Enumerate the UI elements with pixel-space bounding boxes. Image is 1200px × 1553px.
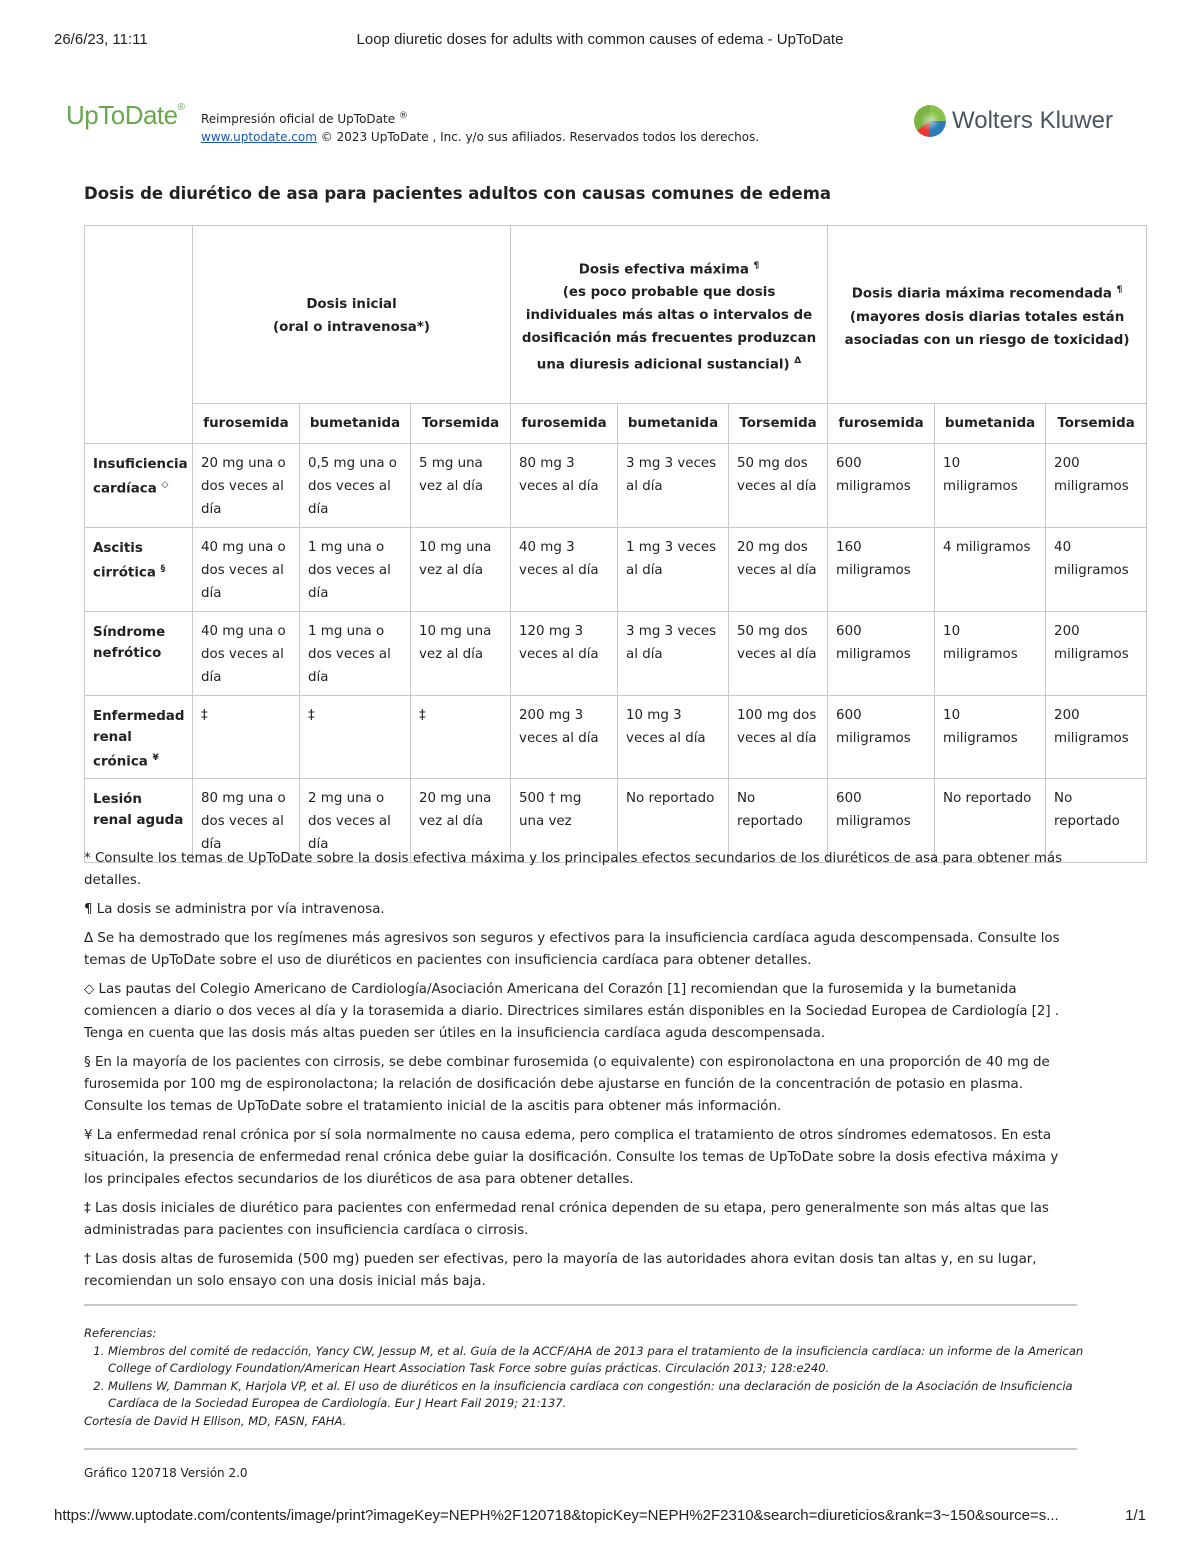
row-label: Enfermedad renal crónica [93,709,185,770]
group-title: Dosis inicial [306,296,397,312]
wolters-kluwer-logo[interactable] [914,104,1113,138]
footnote: ¶ La dosis se administra por vía intravenosa. [84,902,385,917]
row-header [85,444,193,528]
table-cell: 40 mg 3 veces al día [511,528,618,612]
group-title: Dosis diaria máxima recomendada [851,286,1112,302]
print-url[interactable]: https://www.uptodate.com/contents/image/print?imageKey=NEPH%2F120718&topicKey=NEPH%2F2310&search=diureticios&rank=3~150&source=s... [54,1507,1059,1524]
table-cell: 50 mg dos veces al día [729,444,828,528]
table-cell: 600 miligramos [828,444,935,528]
dose-table [84,225,1147,863]
table-cell: 200 miligramos [1046,696,1147,779]
courtesy-line: Cortesía de David H Ellison, MD, FASN, FAHA. [84,1413,347,1428]
table-row [85,528,1147,612]
table-row [85,444,1147,528]
uptodate-logo[interactable] [66,100,185,131]
group-subtitle: (oral o intravenosa*) [273,319,430,335]
table-cell: 10 mg 3 veces al día [618,696,729,779]
drug-header: Torsemida [729,404,828,444]
table-cell: 600 miligramos [828,779,935,863]
table-cell: 40 mg una o dos veces al día [193,612,300,696]
group-header-initial [193,226,511,404]
row-header [85,528,193,612]
drug-header: furosemida [511,404,618,444]
table-cell: 20 mg dos veces al día [729,528,828,612]
row-header [85,612,193,696]
group-title-mark: ¶ [753,260,760,271]
reference-item: 1. Miembros del comité de redacción, Yancy CW, Jessup M, et al. Guía de la ACCF/AHA de 2013 para el tratamiento de la insuficiencia cardíaca: un informe de la American College of Cardiology Foundation/American Heart Association Task Force sobre guías prácticas. Circulación 2013; 128:e240. [108,1343,1084,1378]
table-cell: No reportado [935,779,1046,863]
page-title: Dosis de diurético de asa para pacientes adultos con causas comunes de edema [84,184,832,203]
footnote: † Las dosis altas de furosemida (500 mg) pueden ser efectivas, pero la mayoría de las autoridades ahora evitan dosis tan altas y, en su lugar, recomiendan un solo ensayo con una dosis inicial más baja. [84,1252,1037,1289]
brand-mark: ® [177,102,185,113]
footnotes [84,848,1079,1300]
drug-header: furosemida [193,404,300,444]
table-cell: 50 mg dos veces al día [729,612,828,696]
reprint-notice [201,107,759,146]
group-title-mark: ¶ [1116,285,1123,296]
drug-header: Torsemida [1046,404,1147,444]
table-row [85,696,1147,779]
drug-header: Torsemida [411,404,511,444]
print-header [54,31,1146,51]
table-cell: 1 mg una o dos veces al día [300,528,411,612]
table-cell: 600 miligramos [828,612,935,696]
table-cell: 10 mg una vez al día [411,612,511,696]
table-cell: 1 mg 3 veces al día [618,528,729,612]
table-cell: 80 mg 3 veces al día [511,444,618,528]
row-label: Lesión renal aguda [93,792,184,829]
footnote: Δ Se ha demostrado que los regímenes más agresivos son seguros y efectivos para la insuficiencia cardíaca aguda descompensada. Consulte los temas de UpToDate sobre el uso de diuréticos en pacientes con insuficiencia cardíaca para obtener detalles. [84,931,1060,968]
table-cell: 20 mg una vez al día [411,779,511,863]
graphic-version: Gráfico 120718 Versión 2.0 [84,1466,248,1480]
references-heading: Referencias: [84,1326,157,1340]
table-cell: 100 mg dos veces al día [729,696,828,779]
reprint-line1: Reimpresión oficial de UpToDate [201,112,396,126]
table-cell: 40 mg una o dos veces al día [193,528,300,612]
print-date: 26/6/23, 11:11 [54,31,148,48]
table-cell: 120 mg 3 veces al día [511,612,618,696]
brand-name: UpToDate [66,100,178,130]
footnote: ¥ La enfermedad renal crónica por sí sola normalmente no causa edema, pero complica el tratamiento de otros síndromes edematosos. En esta situación, la presencia de enfermedad renal crónica debe guiar la dosificación. Consulte los temas de UpToDate sobre la dosis efectiva máxima y los principales efectos secundarios de los diuréticos de asa para obtener detalles. [84,1128,1059,1187]
table-cell: 0,5 mg una o dos veces al día [300,444,411,528]
table-cell: 3 mg 3 veces al día [618,612,729,696]
table-cell: 5 mg una vez al día [411,444,511,528]
drug-header: bumetanida [935,404,1046,444]
dose-table-body [85,444,1147,863]
uptodate-link[interactable]: www.uptodate.com [201,130,317,144]
footnote: ◇ Las pautas del Colegio Americano de Cardiología/Asociación Americana del Corazón [1] recomiendan que la furosemida y la bumetanida comiencen a diario o dos veces al día y la torasemida a diario. Directrices similares están disponibles en la Sociedad Europea de Cardiología [2] . Tenga en cuenta que las dosis más altas pueden ser útiles en la insuficiencia cardíaca aguda descompensada. [84,982,1060,1041]
table-cell: 3 mg 3 veces al día [618,444,729,528]
group-subtitle: (mayores dosis diarias totales están asociadas con un riesgo de toxicidad) [844,309,1130,348]
table-cell: 600 miligramos [828,696,935,779]
group-header-max-daily [828,226,1147,404]
row-label: Insuficiencia cardíaca [93,457,188,497]
drug-header: bumetanida [300,404,411,444]
globe-icon [914,105,946,137]
table-cell: No reportado [1046,779,1147,863]
table-cell: 4 miligramos [935,528,1046,612]
table-cell: ‡ [300,696,411,779]
row-mark: § [160,564,166,574]
table-cell: No reportado [618,779,729,863]
print-title: Loop diuretic doses for adults with common causes of edema - UpToDate [356,31,844,48]
table-cell: 10 miligramos [935,444,1046,528]
drug-header: furosemida [828,404,935,444]
group-subtitle: (es poco probable que dosis individuales más altas o intervalos de dosificación más frecuentes produzcan una diuresis adicional sustancial) [521,285,817,373]
row-label: Ascitis cirrótica [93,541,156,581]
table-cell: 500 † mg una vez [511,779,618,863]
row-header [85,696,193,779]
group-subtitle-mark: Δ [794,356,802,366]
table-cell: 200 miligramos [1046,612,1147,696]
divider [84,1448,1077,1450]
references [84,1325,1084,1430]
publisher-name: Wolters Kluwer [952,107,1113,134]
table-cell: 200 miligramos [1046,444,1147,528]
table-row [85,612,1147,696]
group-title: Dosis efectiva máxima [578,262,749,277]
table-cell: No reportado [729,779,828,863]
table-cell: 80 mg una o dos veces al día [193,779,300,863]
table-cell: ‡ [193,696,300,779]
copyright-text: © 2023 UpToDate , Inc. y/o sus afiliados. Reservados todos los derechos. [316,130,760,144]
table-cell: 200 mg 3 veces al día [511,696,618,779]
row-mark: ◇ [161,480,169,490]
table-cell: 10 mg una vez al día [411,528,511,612]
corner-header [85,226,193,444]
table-cell: ‡ [411,696,511,779]
print-footer [54,1507,1146,1524]
reprint-mark: ® [398,111,408,121]
table-cell: 10 miligramos [935,612,1046,696]
footnote: * Consulte los temas de UpToDate sobre la dosis efectiva máxima y los principales efectos secundarios de los diuréticos de asa para obtener más detalles. [84,851,1063,888]
table-cell: 2 mg una o dos veces al día [300,779,411,863]
page-number: 1/1 [1125,1507,1146,1524]
table-cell: 10 miligramos [935,696,1046,779]
row-label: Síndrome nefrótico [93,625,166,661]
footnote: § En la mayoría de los pacientes con cirrosis, se debe combinar furosemida (o equivalente) con espironolactona en una proporción de 40 mg de furosemida por 100 mg de espironolactona; la relación de dosificación debe ajustarse en función de la concentración de potasio en plasma. Consulte los temas de UpToDate sobre el tratamiento inicial de la ascitis para obtener más información. [84,1055,1050,1114]
table-cell: 40 miligramos [1046,528,1147,612]
table-cell: 20 mg una o dos veces al día [193,444,300,528]
table-cell: 160 miligramos [828,528,935,612]
divider [84,1304,1077,1306]
table-cell: 1 mg una o dos veces al día [300,612,411,696]
reference-item: 2. Mullens W, Damman K, Harjola VP, et al. El uso de diuréticos en la insuficiencia cardíaca con congestión: una declaración de posición de la Asociación de Insuficiencia Cardíaca de la Sociedad Europea de Cardiología. Eur J Heart Fail 2019; 21:137. [108,1378,1084,1413]
footnote: ‡ Las dosis iniciales de diurético para pacientes con enfermedad renal crónica dependen de su etapa, pero generalmente son más altas que las administradas para pacientes con insuficiencia cardíaca o cirrosis. [84,1201,1049,1238]
group-header-max-effective [511,226,828,404]
drug-header: bumetanida [618,404,729,444]
row-mark: ¥ [152,753,159,763]
